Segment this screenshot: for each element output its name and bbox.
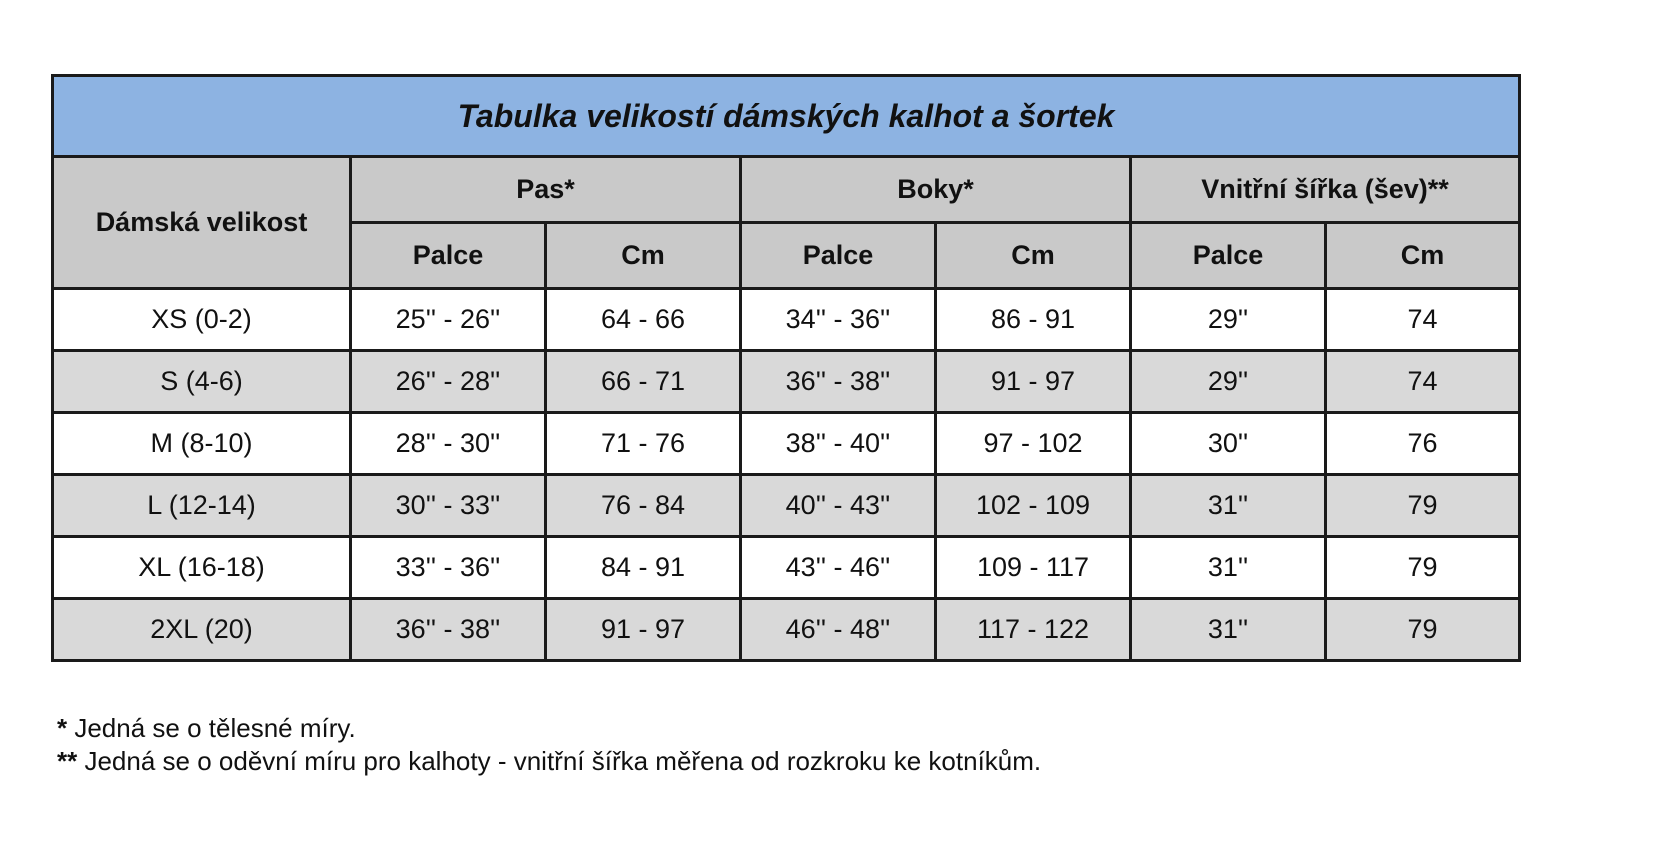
table-row bbox=[53, 289, 1520, 351]
hips-cm-cell: 91 - 97 bbox=[936, 351, 1131, 413]
size-cell: M (8-10) bbox=[53, 413, 351, 475]
size-cell: 2XL (20) bbox=[53, 599, 351, 661]
subheader-waist-inches: Palce bbox=[351, 223, 546, 289]
hips-inches-cell: 46'' - 48'' bbox=[741, 599, 936, 661]
size-chart-table bbox=[51, 74, 1521, 662]
group-header-hips: Boky* bbox=[741, 157, 1131, 223]
footnote-text: Jedná se o oděvní míru pro kalhoty - vnitřní šířka měřena od rozkroku ke kotníkům. bbox=[77, 746, 1042, 776]
waist-inches-cell: 33'' - 36'' bbox=[351, 537, 546, 599]
footnote-text: Jedná se o tělesné míry. bbox=[67, 713, 356, 743]
waist-inches-cell: 28'' - 30'' bbox=[351, 413, 546, 475]
size-cell: XS (0-2) bbox=[53, 289, 351, 351]
size-cell: S (4-6) bbox=[53, 351, 351, 413]
group-header-waist: Pas* bbox=[351, 157, 741, 223]
hips-inches-cell: 38'' - 40'' bbox=[741, 413, 936, 475]
hips-inches-cell: 34'' - 36'' bbox=[741, 289, 936, 351]
hips-inches-cell: 36'' - 38'' bbox=[741, 351, 936, 413]
group-header-inseam: Vnitřní šířka (šev)** bbox=[1131, 157, 1520, 223]
subheader-inseam-cm: Cm bbox=[1326, 223, 1520, 289]
waist-inches-cell: 25'' - 26'' bbox=[351, 289, 546, 351]
inseam-inches-cell: 31'' bbox=[1131, 475, 1326, 537]
inseam-inches-cell: 31'' bbox=[1131, 537, 1326, 599]
hips-cm-cell: 117 - 122 bbox=[936, 599, 1131, 661]
inseam-cm-cell: 74 bbox=[1326, 289, 1520, 351]
inseam-cm-cell: 79 bbox=[1326, 537, 1520, 599]
table-row bbox=[53, 537, 1520, 599]
inseam-inches-cell: 31'' bbox=[1131, 599, 1326, 661]
hips-cm-cell: 102 - 109 bbox=[936, 475, 1131, 537]
inseam-cm-cell: 74 bbox=[1326, 351, 1520, 413]
hips-inches-cell: 43'' - 46'' bbox=[741, 537, 936, 599]
table-row bbox=[53, 413, 1520, 475]
inseam-cm-cell: 76 bbox=[1326, 413, 1520, 475]
footnote-mark: ** bbox=[57, 746, 78, 776]
footnote-garment-measurement bbox=[57, 745, 1041, 778]
inseam-inches-cell: 30'' bbox=[1131, 413, 1326, 475]
inseam-inches-cell: 29'' bbox=[1131, 351, 1326, 413]
table-row bbox=[53, 475, 1520, 537]
waist-cm-cell: 76 - 84 bbox=[546, 475, 741, 537]
hips-cm-cell: 97 - 102 bbox=[936, 413, 1131, 475]
size-column-header: Dámská velikost bbox=[53, 157, 351, 289]
hips-inches-cell: 40'' - 43'' bbox=[741, 475, 936, 537]
table-title: Tabulka velikostí dámských kalhot a šortek bbox=[53, 76, 1520, 157]
subheader-inseam-inches: Palce bbox=[1131, 223, 1326, 289]
waist-cm-cell: 71 - 76 bbox=[546, 413, 741, 475]
hips-cm-cell: 86 - 91 bbox=[936, 289, 1131, 351]
subheader-waist-cm: Cm bbox=[546, 223, 741, 289]
hips-cm-cell: 109 - 117 bbox=[936, 537, 1131, 599]
waist-cm-cell: 91 - 97 bbox=[546, 599, 741, 661]
subheader-hips-inches: Palce bbox=[741, 223, 936, 289]
footnotes bbox=[57, 712, 1041, 778]
waist-cm-cell: 66 - 71 bbox=[546, 351, 741, 413]
size-cell: XL (16-18) bbox=[53, 537, 351, 599]
size-cell: L (12-14) bbox=[53, 475, 351, 537]
inseam-cm-cell: 79 bbox=[1326, 599, 1520, 661]
table-row bbox=[53, 351, 1520, 413]
subheader-hips-cm: Cm bbox=[936, 223, 1131, 289]
inseam-inches-cell: 29'' bbox=[1131, 289, 1326, 351]
table-row bbox=[53, 599, 1520, 661]
waist-cm-cell: 84 - 91 bbox=[546, 537, 741, 599]
waist-inches-cell: 26'' - 28'' bbox=[351, 351, 546, 413]
inseam-cm-cell: 79 bbox=[1326, 475, 1520, 537]
waist-cm-cell: 64 - 66 bbox=[546, 289, 741, 351]
footnote-body-measurements bbox=[57, 712, 1041, 745]
waist-inches-cell: 36'' - 38'' bbox=[351, 599, 546, 661]
footnote-mark: * bbox=[57, 713, 68, 743]
waist-inches-cell: 30'' - 33'' bbox=[351, 475, 546, 537]
